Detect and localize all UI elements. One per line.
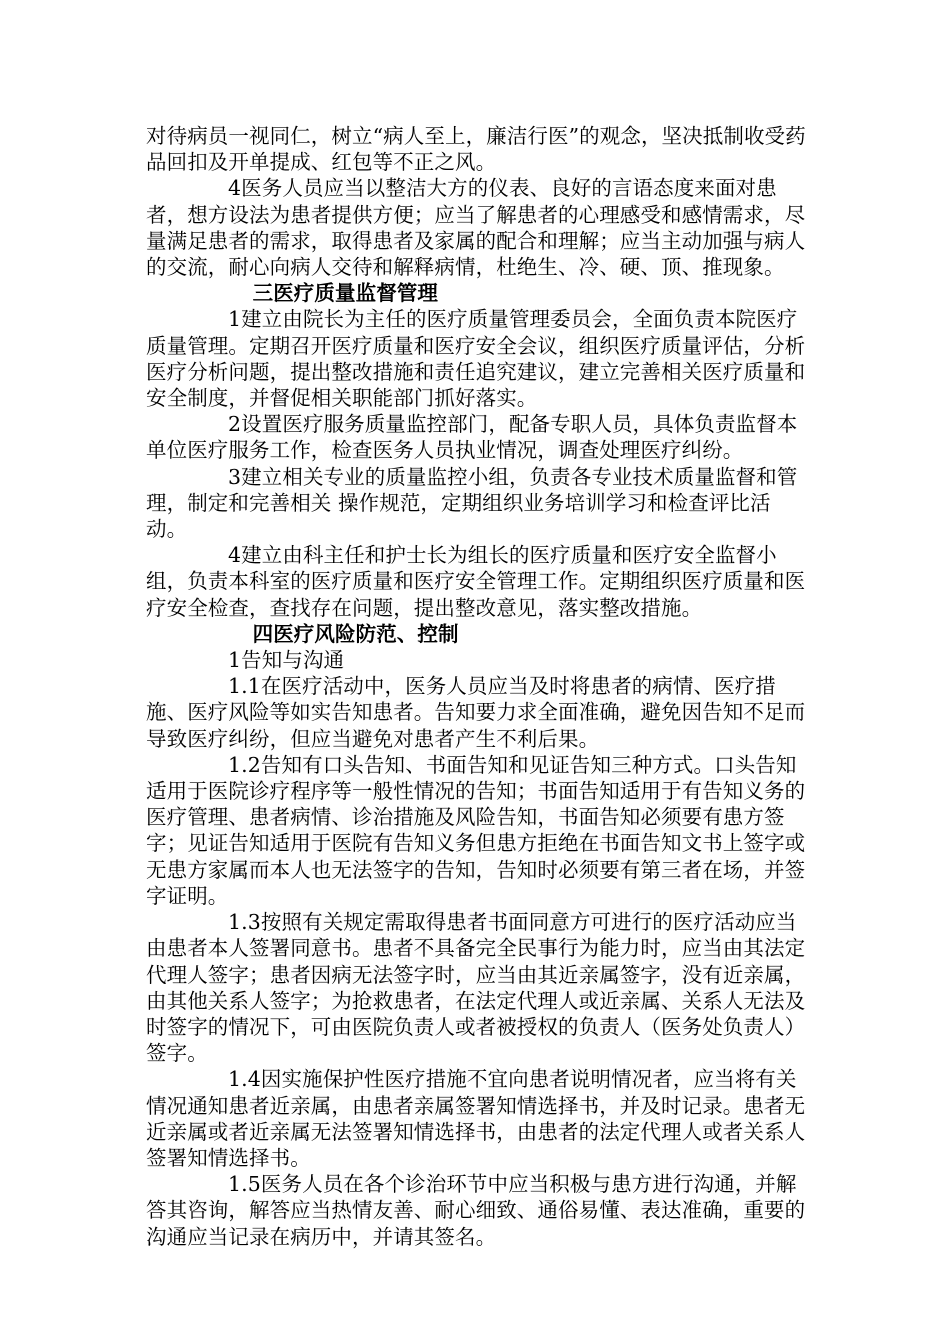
- item-number: 1.2: [228, 752, 261, 777]
- paragraph-item: [146, 1171, 810, 1250]
- paragraph-item: [146, 752, 810, 909]
- item-number: 1.1: [228, 674, 261, 699]
- item-number: 1: [228, 307, 242, 332]
- paragraph-item: [146, 306, 810, 411]
- paragraph-text: 医务人员应当以整洁大方的仪表、良好的言语态度来面对患者，想方设法为患者提供方便；应当了解患者的心理感受和感情需求，尽量满足患者的需求，取得患者及家属的配合和理解；应当主动加强与病人的交流，耐心向病人交待和解释病情，杜绝生、冷、硬、顶、推现象。: [146, 176, 806, 280]
- section-heading: [146, 621, 810, 647]
- item-number: 4: [228, 543, 242, 568]
- subsection-title: 告知与沟通: [241, 648, 345, 673]
- item-number: 4: [228, 176, 242, 201]
- paragraph-text: 医务人员在各个诊治环节中应当积极与患方进行沟通，并解答其咨询，解答应当热情友善、耐心细致、通俗易懂、表达准确，重要的沟通应当记录在病历中，并请其签名。: [146, 1172, 806, 1249]
- item-number: 1.5: [228, 1172, 261, 1197]
- paragraph-item: [146, 175, 810, 280]
- paragraph-continuation: [146, 123, 810, 175]
- item-number: 1.4: [228, 1067, 261, 1092]
- subsection-heading: [146, 647, 810, 673]
- section-heading: [146, 280, 810, 306]
- paragraph-text: 建立由院长为主任的医疗质量管理委员会，全面负责本院医疗质量管理。定期召开医疗质量和医疗安全会议，组织医疗质量评估，分析医疗分析问题，提出整改措施和责任追究建议，建立完善相关医疗质量和安全制度，并督促相关职能部门抓好落实。: [146, 307, 806, 411]
- paragraph-item: [146, 909, 810, 1066]
- paragraph-text: 对待病员一视同仁，树立“病人至上，廉洁行医”的观念，坚决抵制收受药品回扣及开单提成、红包等不正之风。: [146, 124, 806, 175]
- item-number: 3: [228, 464, 242, 489]
- paragraph-text: 因实施保护性医疗措施不宜向患者说明情况者，应当将有关情况通知患者近亲属，由患者亲属签署知情选择书，并及时记录。患者无近亲属或者近亲属无法签署知情选择书，由患者的法定代理人或者关系人签署知情选择书。: [146, 1067, 806, 1170]
- item-number: 1.3: [228, 910, 261, 935]
- paragraph-item: [146, 464, 810, 543]
- section-number: 三: [252, 281, 274, 306]
- paragraph-text: 建立相关专业的质量监控小组，负责各专业技术质量监督和管理，制定和完善相关 操作规范，定期组织业务培训学习和检查评比活动。: [146, 464, 798, 542]
- paragraph-item: [146, 673, 810, 752]
- section-title: 医疗风险防范、控制: [273, 621, 459, 646]
- paragraph-text: 按照有关规定需取得患者书面同意方可进行的医疗活动应当由患者本人签署同意书。患者不具备完全民事行为能力时，应当由其法定代理人签字；患者因病无法签字时，应当由其近亲属签字，没有近亲属，由其他关系人签字；为抢救患者，在法定代理人或近亲属、关系人无法及时签字的情况下，可由医院负责人或者被授权的负责人（医务处负责人）签字。: [146, 910, 806, 1066]
- paragraph-item: [146, 411, 810, 463]
- paragraph-text: 建立由科主任和护士长为组长的医疗质量和医疗安全监督小组，负责本科室的医疗质量和医疗安全管理工作。定期组织医疗质量和医疗安全检查，查找存在问题，提出整改意见，落实整改措施。: [146, 543, 806, 620]
- section-number: 四: [252, 621, 274, 646]
- section-title: 医疗质量监督管理: [273, 281, 439, 306]
- paragraph-item: [146, 542, 810, 621]
- item-number: 1: [228, 648, 242, 673]
- paragraph-item: [146, 1066, 810, 1171]
- item-number: 2: [228, 412, 242, 437]
- paragraph-text: 在医疗活动中，医务人员应当及时将患者的病情、医疗措施、医疗风险等如实告知患者。告知要力求全面准确，避免因告知不足而导致医疗纠纷，但应当避免对患者产生不利后果。: [146, 674, 806, 751]
- paragraph-text: 设置医疗服务质量监控部门，配备专职人员，具体负责监督本单位医疗服务工作，检查医务人员执业情况，调查处理医疗纠纷。: [146, 412, 798, 463]
- paragraph-text: 告知有口头告知、书面告知和见证告知三种方式。口头告知适用于医院诊疗程序等一般性情况的告知；书面告知适用于有告知义务的医疗管理、患者病情、诊治措施及风险告知，书面告知必须要有患方签字；见证告知适用于医院有告知义务但患方拒绝在书面告知文书上签字或无患方家属而本人也无法签字的告知，告知时必须要有第三者在场，并签字证明。: [146, 752, 806, 908]
